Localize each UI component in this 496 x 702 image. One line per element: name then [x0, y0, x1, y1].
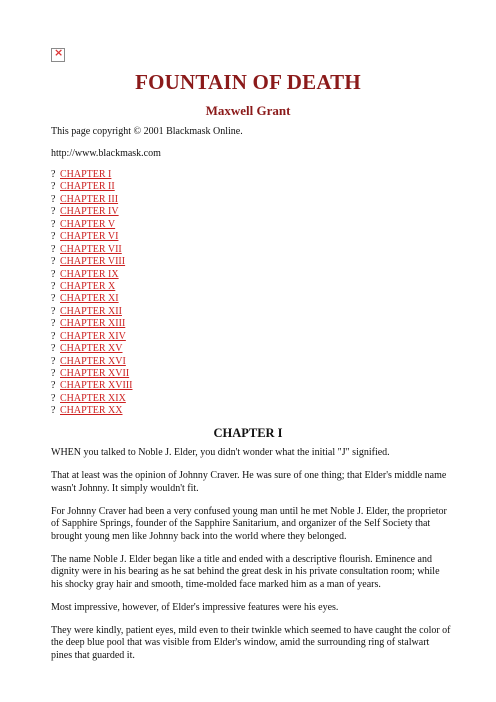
toc-bullet: ?	[51, 231, 56, 243]
toc-chapter-link[interactable]: CHAPTER XIX	[60, 392, 126, 404]
chapter-paragraph: The name Noble J. Elder began like a title and ended with a descriptive flourish. Eminence and dignity were in his bearing as he sat behind the great desk in his private consultation room; while his shocky gray hair and smooth, time-molded face marked him as a man of years.	[51, 553, 440, 590]
toc-item	[51, 281, 133, 293]
toc-bullet: ?	[51, 256, 56, 268]
toc-chapter-link[interactable]: CHAPTER XIII	[60, 318, 126, 330]
toc-chapter-link[interactable]: CHAPTER XX	[60, 405, 123, 417]
toc-bullet: ?	[51, 392, 56, 404]
toc-chapter-link[interactable]: CHAPTER VII	[60, 243, 122, 255]
toc-bullet: ?	[51, 380, 56, 392]
toc-chapter-link[interactable]: CHAPTER IX	[60, 268, 119, 280]
toc-bullet: ?	[51, 305, 56, 317]
toc-bullet: ?	[51, 355, 56, 367]
toc-item	[51, 206, 133, 218]
toc-item	[51, 194, 133, 206]
toc-chapter-link[interactable]: CHAPTER XVI	[60, 355, 126, 367]
toc-item	[51, 219, 133, 231]
chapter-paragraph: Most impressive, however, of Elder's impressive features were his eyes.	[51, 601, 339, 613]
chapter-paragraph: They were kindly, patient eyes, mild even to their twinkle which seemed to have caught the color of the deep blue pool that was visible from Elder's window, amid the surrounding ring of stalwart pines that guarded it.	[51, 625, 451, 661]
toc-chapter-link[interactable]: CHAPTER XII	[60, 305, 122, 317]
toc-bullet: ?	[51, 181, 56, 193]
toc-item	[51, 405, 133, 417]
toc-item	[51, 256, 133, 268]
toc-bullet: ?	[51, 293, 56, 305]
toc-chapter-link[interactable]: CHAPTER XVIII	[60, 380, 133, 392]
toc-item	[51, 306, 133, 318]
toc-bullet: ?	[51, 193, 56, 205]
toc-bullet: ?	[51, 330, 56, 342]
toc-chapter-link[interactable]: CHAPTER V	[60, 218, 116, 230]
toc-chapter-link[interactable]: CHAPTER XVII	[60, 368, 130, 379]
source-url: http://www.blackmask.com	[51, 148, 161, 159]
toc-chapter-link[interactable]: CHAPTER VIII	[60, 256, 126, 268]
chapter-body	[51, 447, 451, 673]
toc-item	[51, 368, 133, 380]
chapter-heading: CHAPTER I	[213, 426, 283, 440]
toc-item	[51, 231, 133, 243]
toc-item	[51, 356, 133, 368]
toc-item	[51, 331, 133, 343]
toc-chapter-link[interactable]: CHAPTER XI	[60, 293, 119, 305]
toc-bullet: ?	[51, 218, 56, 230]
toc-item	[51, 244, 133, 256]
chapter-paragraph: For Johnny Craver had been a very confused young man until he met Noble J. Elder, the proprietor of Sapphire Springs, founder of the Sapphire Sanitarium, and organizer of the Self Society that brought young men like Johnny back into the world where they belonged.	[51, 505, 447, 542]
toc-item	[51, 318, 133, 330]
toc-bullet: ?	[51, 368, 56, 379]
book-author: Maxwell Grant	[205, 103, 291, 118]
toc-bullet: ?	[51, 280, 56, 292]
broken-image-icon	[51, 48, 65, 62]
toc-item	[51, 169, 133, 181]
book-title: FOUNTAIN OF DEATH	[135, 70, 361, 94]
toc-bullet: ?	[51, 268, 56, 280]
toc-bullet: ?	[51, 169, 56, 180]
toc-chapter-link[interactable]: CHAPTER III	[60, 193, 119, 205]
toc-bullet: ?	[51, 318, 56, 330]
chapter-paragraph: WHEN you talked to Noble J. Elder, you didn't wonder what the initial "J" signified.	[51, 447, 390, 458]
toc-item	[51, 293, 133, 305]
toc-item	[51, 393, 133, 405]
toc-item	[51, 181, 133, 193]
toc-chapter-link[interactable]: CHAPTER I	[60, 169, 112, 180]
toc-chapter-link[interactable]: CHAPTER XIV	[60, 330, 126, 342]
toc-bullet: ?	[51, 243, 56, 255]
toc-bullet: ?	[51, 343, 56, 355]
toc-item	[51, 380, 133, 392]
toc-item	[51, 343, 133, 355]
toc-chapter-link[interactable]: CHAPTER II	[60, 181, 115, 193]
copyright-notice: This page copyright © 2001 Blackmask Online.	[51, 126, 243, 137]
table-of-contents	[51, 169, 133, 418]
toc-bullet: ?	[51, 405, 56, 417]
chapter-paragraph: That at least was the opinion of Johnny Craver. He was sure of one thing; that Elder's middle name wasn't Johnny. It simply wouldn't fit.	[51, 470, 447, 494]
toc-bullet: ?	[51, 206, 56, 218]
toc-chapter-link[interactable]: CHAPTER VI	[60, 231, 119, 243]
toc-item	[51, 269, 133, 281]
toc-chapter-link[interactable]: CHAPTER IV	[60, 206, 119, 218]
toc-chapter-link[interactable]: CHAPTER XV	[60, 343, 123, 355]
toc-chapter-link[interactable]: CHAPTER X	[60, 280, 116, 292]
